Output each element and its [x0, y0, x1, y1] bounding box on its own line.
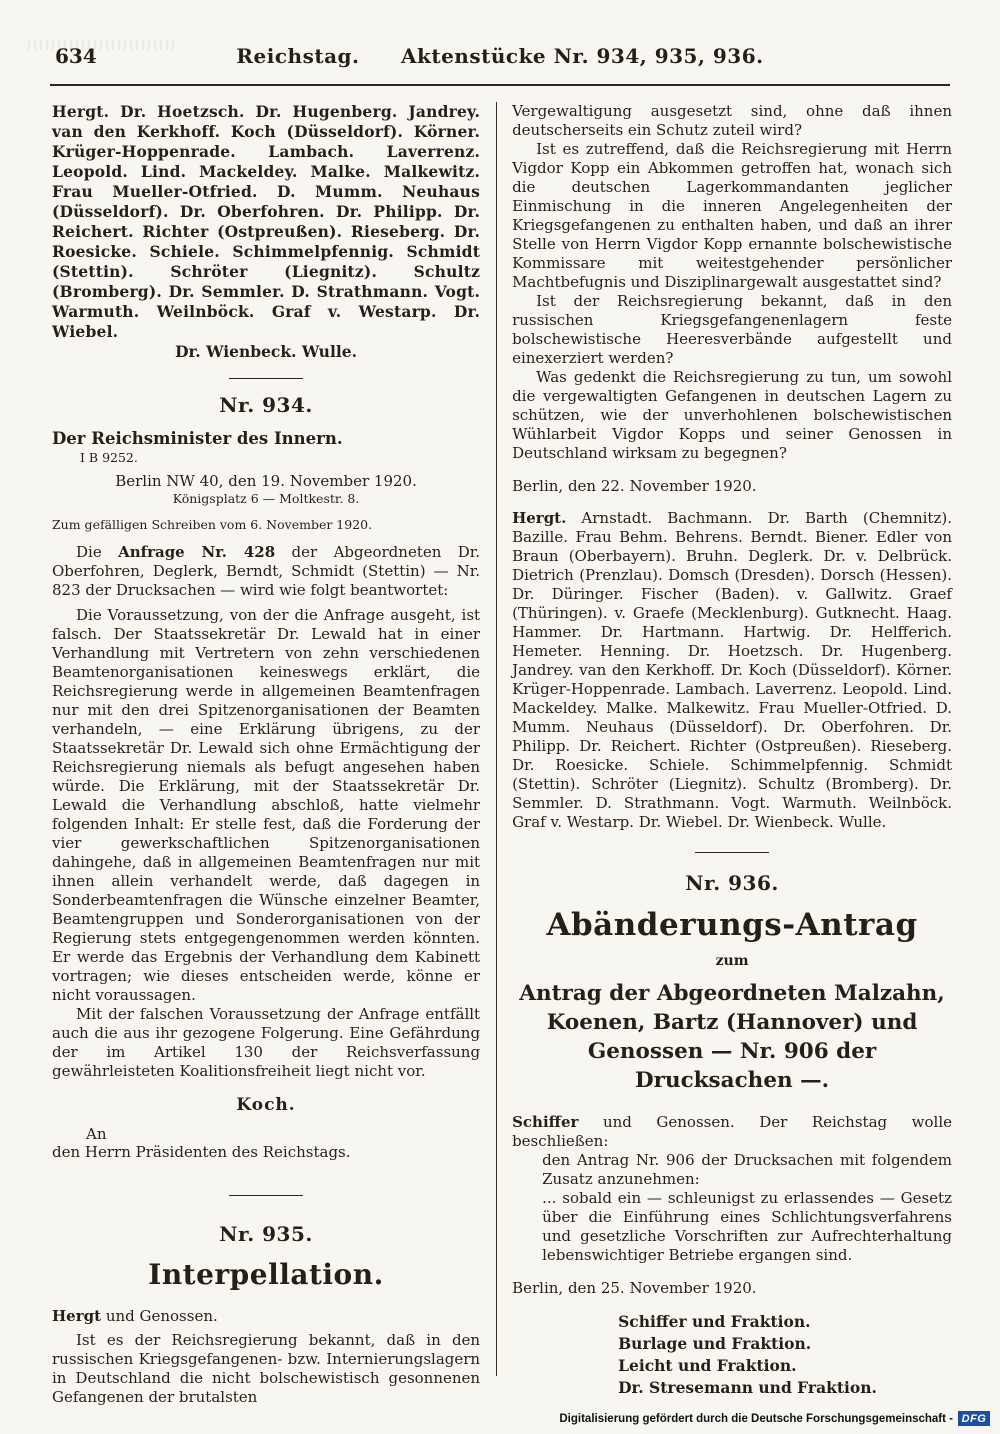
doc-934-addressee: den Herrn Präsidenten des Reichstags. [52, 1143, 351, 1161]
doc-934-address: Königsplatz 6 — Moltkestr. 8. [172, 491, 360, 506]
signature-block-934: Hergt. Dr. Hoetzsch. Dr. Hugenberg. Jandrey. van den Kerkhoff. Koch (Düsseldorf). Körner. Krüger-Hoppenrade. Lambach. Laverrenz. Leopold. Lind. Mackeldey. Malke. Malkewitz. Frau Mueller-Otfried. D. Mumm. Neuhaus (Düsseldorf). Dr. Oberfohren. Dr. Philipp. Dr. Reichert. Richter (Ostpreußen). Rieseberg. Dr. Roesicke. Schiele. Schimmelpfennig. Schmidt (Stettin). Schröter (Liegnitz). Schultz (Bromberg). Dr. Semmler. D. Strathmann. Vogt. Warmuth. Weilnböck. Graf v. Westarp. Dr. Wiebel. [52, 102, 481, 341]
section-separator [229, 378, 303, 379]
opener-bold: Hergt [52, 1307, 102, 1325]
opener-rest: und Genossen. [101, 1307, 218, 1325]
doc-936-subtitle: Antrag der Abgeordneten Malzahn, Koenen, Bartz (Hannover) und Genossen — Nr. 906 der Drucksachen —. [519, 981, 945, 1093]
signatory-list-935 [512, 509, 952, 832]
doc-935-number: Nr. 935. [219, 1222, 313, 1246]
doc-934-file-ref: I B 9252. [80, 450, 138, 465]
doc-934-subject: Zum gefälligen Schreiben vom 6. November 1920. [52, 517, 373, 532]
signatory-first: Hergt. [512, 509, 567, 527]
doc-936-zum: zum [715, 953, 749, 969]
doc-934-number: Nr. 934. [219, 393, 313, 417]
page-number: 634 [55, 44, 97, 68]
p1-rest: der Abgeordneten Dr. Oberfohren, Deglerk, Berndt, Schmidt (Stettin) — Nr. 823 der Drucksachen — wird wie folgt beantwortet: [52, 543, 481, 599]
doc-935-title: Interpellation. [148, 1258, 384, 1291]
doc-936-dateline: Berlin, den 25. November 1920. [512, 1279, 757, 1297]
column-left [52, 102, 481, 1406]
doc-936-intro-bold: Schiffer [512, 1113, 579, 1131]
attribution-text: Digitalisierung gefördert durch die Deutsche Forschungsgemeinschaft - [559, 1412, 953, 1425]
doc-936-intro [512, 1113, 952, 1151]
fraktion-signature: Leicht und Fraktion. [618, 1356, 797, 1375]
column-right [512, 102, 952, 1397]
doc-936-block-1: den Antrag Nr. 906 der Drucksachen mit folgendem Zusatz anzunehmen: [542, 1151, 952, 1188]
doc-934-paragraph-2: Die Voraussetzung, von der die Anfrage ausgeht, ist falsch. Der Staatssekretär Dr. Lewald hat in einer Verhandlung mit Vertretern von zehn verschiedenen Beamtenorganisationen keineswegs erklärt, die Reichsregierung werde in allgemeinen Beamtenfragen nur mit den drei Spitzenorganisationen der Beamten verhandeln, — eine Erklärung übrigens, zu der Staatssekretär Dr. Lewald sich ohne Ermächtigung der Reichsregierung niemals als befugt angesehen haben würde. Die Erklärung, mit der Staatssekretär Dr. Lewald die Verhandlung abschloß, hatte vielmehr folgenden Inhalt: Er stelle fest, daß die Forderung der vier gewerkschaftlichen Spitzenorganisationen dahingehe, daß in allgemeinen Beamtenfragen nur mit ihnen allein verhandelt werde, daß dagegen in Sonderbeamtenfragen die Wünsche einzelner Beamter, Beamtengruppen und Sonderorganisationen von der Regierung stets entgegengenommen werden könnten. Er werde das Ergebnis der Verhandlung dem Kabinett vortragen; wie dieses entscheiden werde, könne er nicht voraussagen. [52, 606, 481, 1004]
doc-935-opener [52, 1307, 480, 1325]
doc-934-addressee-an: An [86, 1125, 107, 1143]
dfg-logo: DFG [958, 1411, 990, 1426]
digitization-attribution [559, 1411, 990, 1426]
doc-935-dateline: Berlin, den 22. November 1920. [512, 477, 757, 495]
doc-936-number: Nr. 936. [685, 871, 779, 895]
doc-936-intro-rest: und Genossen. Der Reichstag wolle beschließen: [512, 1113, 952, 1150]
column-divider [496, 102, 497, 1376]
fraktion-signature: Dr. Stresemann und Fraktion. [618, 1378, 877, 1397]
page-header [0, 0, 1000, 78]
p1-bold: Anfrage Nr. 428 [118, 543, 276, 561]
section-separator [695, 852, 769, 853]
header-title-sub: Aktenstücke Nr. 934, 935, 936. [400, 44, 764, 68]
two-column-body [0, 86, 1000, 1406]
doc-935-paragraph-1-cont: Vergewaltigung ausgesetzt sind, ohne daß ihnen deutscherseits ein Schutz zuteil wird? [512, 102, 952, 139]
doc-934-author: Der Reichsminister des Innern. [52, 429, 343, 448]
signature-block-934-lastline: Dr. Wienbeck. Wulle. [175, 342, 357, 361]
doc-935-paragraph-2: Ist es zutreffend, daß die Reichsregierung mit Herrn Vigdor Kopp ein Abkommen getroffen hat, wonach sich die deutschen Lagerkommandanten jeglicher Einmischung in die inneren Angelegenheiten der Kriegsgefangenen zu enthalten haben, und daß an ihrer Stelle von Herrn Vigdor Kopp ernannte bolschewistische Kommissare mit weitestgehender persönlicher Machtbefugnis und Disziplinargewalt ausgestattet sind? [512, 140, 952, 291]
doc-935-paragraph-4: Was gedenkt die Reichsregierung zu tun, um sowohl die vergewaltigten Gefangenen in deutschen Lagern zu schützen, wie der unverhohlenen bolschewistischen Wühlarbeit Vigdor Kopps und seiner Genossen in Deutschland wirksam zu begegnen? [512, 368, 952, 462]
doc-935-paragraph-3: Ist der Reichsregierung bekannt, daß in den russischen Kriegsgefangenenlagern feste bolschewistische Heeresverbände aufgestellt und einexerziert werden? [512, 292, 952, 367]
fraktion-signature: Burlage und Fraktion. [618, 1334, 812, 1353]
doc-934-paragraph-1 [52, 543, 480, 600]
doc-934-signature: Koch. [236, 1095, 296, 1115]
doc-934-paragraph-3: Mit der falschen Voraussetzung der Anfrage entfällt auch die aus ihr gezogene Folgerung. Eine Gefährdung der im Artikel 130 der Reichsverfassung gewährleisteten Koalitionsfreiheit liegt nicht vor. [52, 1005, 481, 1080]
doc-934-dateline: Berlin NW 40, den 19. November 1920. [115, 472, 417, 490]
header-title [52, 44, 948, 68]
doc-935-paragraph-1: Ist es der Reichsregierung bekannt, daß in den russischen Kriegsgefangenen- bzw. Internierungslagern in Deutschland die nicht bolschewistisch gesonnenen Gefangenen der brutalsten [52, 1331, 481, 1406]
doc-936-title: Abänderungs-Antrag [546, 907, 918, 943]
doc-936-fraktion-signatures [618, 1311, 952, 1399]
p1-pre: Die [76, 543, 119, 561]
header-title-main: Reichstag. [236, 44, 360, 68]
fraktion-signature: Schiffer und Fraktion. [618, 1312, 811, 1331]
doc-936-block-2: ... sobald ein — schleunigst zu erlassendes — Gesetz über die Einführung eines Schlichtungsverfahrens und gesetzliche Vorschriften zur Aufrechterhaltung lebenswichtiger Betriebe ergangen sind. [542, 1189, 952, 1264]
section-separator [229, 1195, 303, 1196]
signatory-rest: Arnstadt. Bachmann. Dr. Barth (Chemnitz). Bazille. Frau Behm. Behrens. Berndt. Biener. Edler von Braun (Oberbayern). Bruhn. Deglerk. Dr. v. Delbrück. Dietrich (Prenzlau). Domsch (Dresden). Dorsch (Hessen). Dr. Düringer. Fischer (Baden). v. Gallwitz. Graef (Thüringen). v. Graefe (Mecklenburg). Gutknecht. Haag. Hammer. Dr. Hartmann. Hartwig. Dr. Helfferich. Hemeter. Henning. Dr. Hoetzsch. Dr. Hugenberg. Jandrey. van den Kerkhoff. Dr. Koch (Düsseldorf). Körner. Krüger-Hoppenrade. Lambach. Laverrenz. Leopold. Lind. Mackeldey. Malke. Malkewitz. Frau Mueller-Otfried. D. Mumm. Neuhaus (Düsseldorf). Dr. Oberfohren. Dr. Philipp. Dr. Reichert. Richter (Ostpreußen). Rieseberg. Dr. Roesicke. Schiele. Schimmelpfennig. Schmidt (Stettin). Schröter (Liegnitz). Schultz (Bromberg). Dr. Semmler. D. Strathmann. Vogt. Warmuth. Weilnböck. Graf v. Westarp. Dr. Wiebel. Dr. Wienbeck. Wulle. [512, 509, 952, 831]
